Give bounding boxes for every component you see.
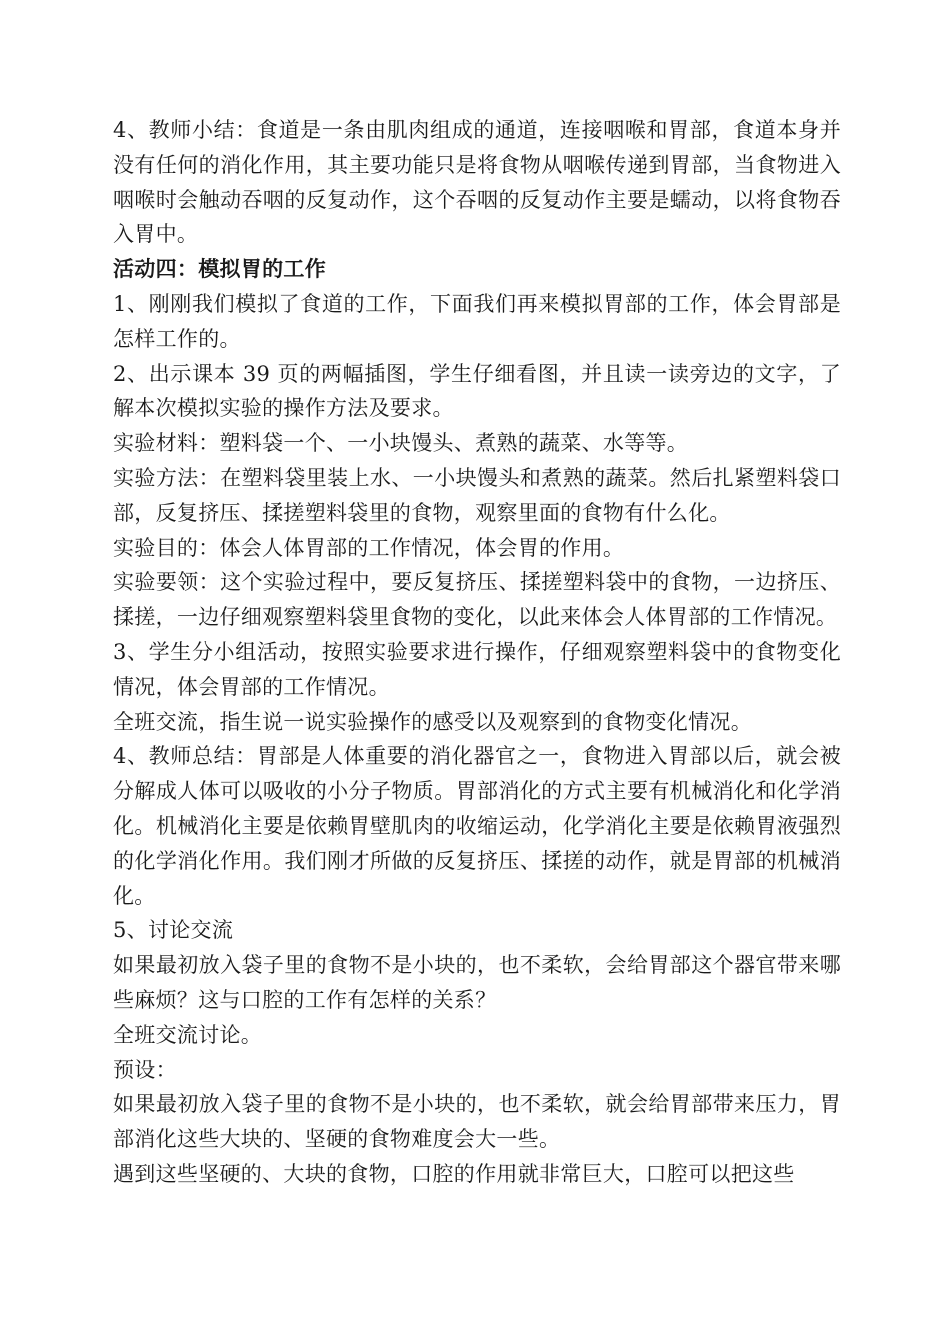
paragraph-class-exchange: 全班交流，指生说一说实验操作的感受以及观察到的食物变化情况。 [113,709,752,734]
paragraph-teacher-summary-stomach: 4、教师总结：胃部是人体重要的消化器官之一，食物进入胃部以后，就会被分解成人体可以吸收的小分子物质。胃部消化的方式主要有机械消化和化学消化。机械消化主要是依赖胃壁肌肉的收缩运动，化学消化主要是依赖胃液强烈的化学消化作用。我们刚才所做的反复挤压、揉搓的动作，就是胃部的机械消化。 [113,744,841,908]
paragraph-step-1: 1、刚刚我们模拟了食道的工作，下面我们再来模拟胃部的工作，体会胃部是怎样工作的。 [113,291,841,351]
paragraph-oral-cavity: 遇到这些坚硬的、大块的食物，口腔的作用就非常巨大，口腔可以把这些 [113,1161,795,1186]
paragraph-experiment-method: 实验方法：在塑料袋里装上水、一小块馒头和煮熟的蔬菜。然后扎紧塑料袋口部，反复挤压、揉搓塑料袋里的食物，观察里面的食物有什么化。 [113,465,841,525]
paragraph-teacher-summary-esophagus: 4、教师小结：食道是一条由肌肉组成的通道，连接咽喉和胃部，食道本身并没有任何的消化作用，其主要功能只是将食物从咽喉传递到胃部，当食物进入咽喉时会触动吞咽的反复动作，这个吞咽的反复动作主要是蠕动，以将食物吞入胃中。 [113,118,841,247]
section-heading-activity-four: 活动四：模拟胃的工作 [113,256,326,282]
document-page [113,113,841,1192]
paragraph-discussion-question: 如果最初放入袋子里的食物不是小块的，也不柔软，会给胃部这个器官带来哪些麻烦？这与口腔的工作有怎样的关系？ [113,953,841,1012]
paragraph-step-5: 5、讨论交流 [113,918,234,943]
paragraph-preset-answer: 如果最初放入袋子里的食物不是小块的，也不柔软，就会给胃部带来压力，胃部消化这些大块的、坚硬的食物难度会大一些。 [113,1092,841,1152]
paragraph-step-3: 3、学生分小组活动，按照实验要求进行操作，仔细观察塑料袋中的食物变化情况，体会胃部的工作情况。 [113,639,841,699]
paragraph-preset-label: 预设： [113,1057,177,1082]
paragraph-class-discussion: 全班交流讨论。 [113,1022,263,1047]
paragraph-step-2: 2、出示课本 39 页的两幅插图，学生仔细看图，并且读一读旁边的文字，了解本次模拟实验的操作方法及要求。 [113,361,841,421]
paragraph-experiment-materials: 实验材料：塑料袋一个、一小块馒头、煮熟的蔬菜、水等等。 [113,431,689,456]
paragraph-experiment-purpose: 实验目的：体会人体胃部的工作情况，体会胃的作用。 [113,535,625,560]
paragraph-experiment-essentials: 实验要领：这个实验过程中，要反复挤压、揉搓塑料袋中的食物，一边挤压、揉搓，一边仔细观察塑料袋里食物的变化，以此来体会人体胃部的工作情况。 [113,570,841,630]
